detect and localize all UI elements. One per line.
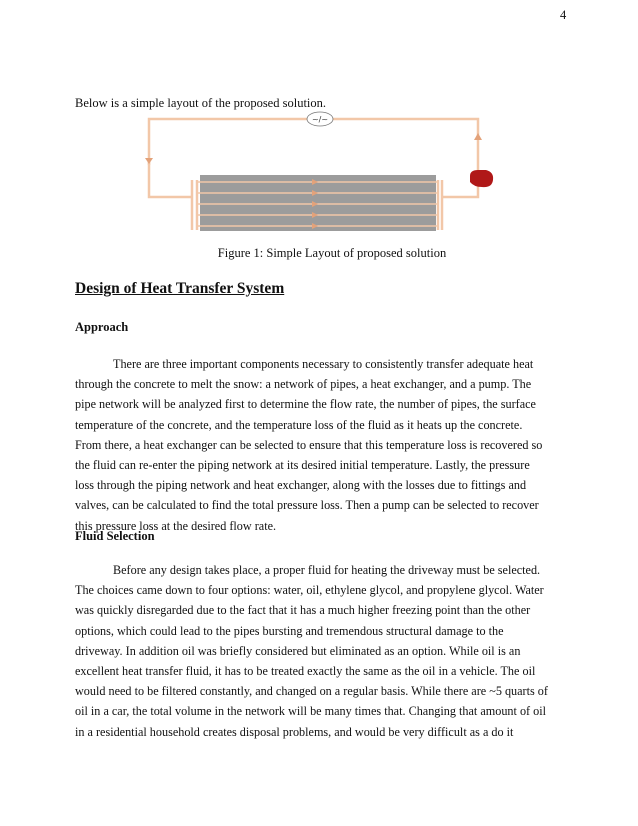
page-number: 4 xyxy=(560,8,567,22)
pipe-segment xyxy=(149,119,307,165)
paragraph-line: options, which could lead to the pipes bursting and tremendous structural damage to the xyxy=(75,623,504,638)
paragraph-line: There are three important components necessary to consistently transfer adequate heat xyxy=(113,357,534,371)
pipe-segment xyxy=(333,119,478,170)
fluid-selection-paragraph xyxy=(75,560,565,742)
paragraph-line: was quickly disregarded due to the fact that it has a much higher freezing point than the other xyxy=(75,603,531,618)
heat-exchanger-block xyxy=(200,175,436,231)
section-title: Design of Heat Transfer System xyxy=(75,280,285,297)
paragraph-line: driveway. In addition oil was briefly considered but eliminated as an option. While oil is an xyxy=(75,643,521,658)
flow-arrow-icon xyxy=(474,133,482,140)
fluid-selection-heading: Fluid Selection xyxy=(75,529,155,543)
paragraph-line: this pressure loss at the desired flow rate. xyxy=(75,518,277,533)
svg-text:~/~: ~/~ xyxy=(311,115,329,124)
paragraph-line: pipe network will be analyzed first to determine the flow rate, the number of pipes, the surface xyxy=(75,397,536,412)
paragraph-line: in a residential household creates disposal problems, and would be very difficult as a do it xyxy=(75,724,514,739)
paragraph-line: valves, can be calculated to find the total pressure loss. Then a pump can be selected to recover xyxy=(75,498,539,513)
paragraph-line: temperature of the concrete, and the temperature loss of the fluid as it heats up the concrete. xyxy=(75,417,523,432)
piping-layout-diagram xyxy=(0,0,638,260)
approach-heading: Approach xyxy=(75,320,129,334)
paragraph-line: the fluid can re-enter the piping network at its desired initial temperature. Lastly, the pressure xyxy=(75,458,530,473)
intro-text: Below is a simple layout of the proposed solution. xyxy=(75,96,327,110)
paragraph-line: excellent heat transfer fluid, it has to be treated exactly the same as the oil in a vehicle. The oil xyxy=(75,664,536,679)
paragraph-line: Before any design takes place, a proper fluid for heating the driveway must be selected. xyxy=(113,563,541,577)
approach-paragraph xyxy=(75,354,565,536)
paragraph-line: oil in a car, the total volume in the network will be many times that. Changing that amount of oil xyxy=(75,704,547,719)
valve-symbol xyxy=(307,112,333,126)
pipe-segment xyxy=(149,160,192,197)
flow-arrow-icon xyxy=(145,158,153,164)
paragraph-line: The choices came down to four options: water, oil, ethylene glycol, and propylene glycol. Water xyxy=(75,583,544,598)
paragraph-line: From there, a heat exchanger can be selected to ensure that this temperature loss is recovered so xyxy=(75,437,543,452)
paragraph-line: through the concrete to melt the snow: a network of pipes, a heat exchanger, and a pump. The xyxy=(75,377,532,392)
pump-icon xyxy=(470,170,493,187)
paragraph-line: loss through the piping network and heat exchanger, along with the losses due to fittings and xyxy=(75,478,527,493)
figure-caption: Figure 1: Simple Layout of proposed solution xyxy=(217,246,447,260)
pipe-segment xyxy=(442,186,478,197)
paragraph-line: would need to be filtered constantly, and changed on a regular basis. While there are ~5 quarts of xyxy=(75,684,548,699)
